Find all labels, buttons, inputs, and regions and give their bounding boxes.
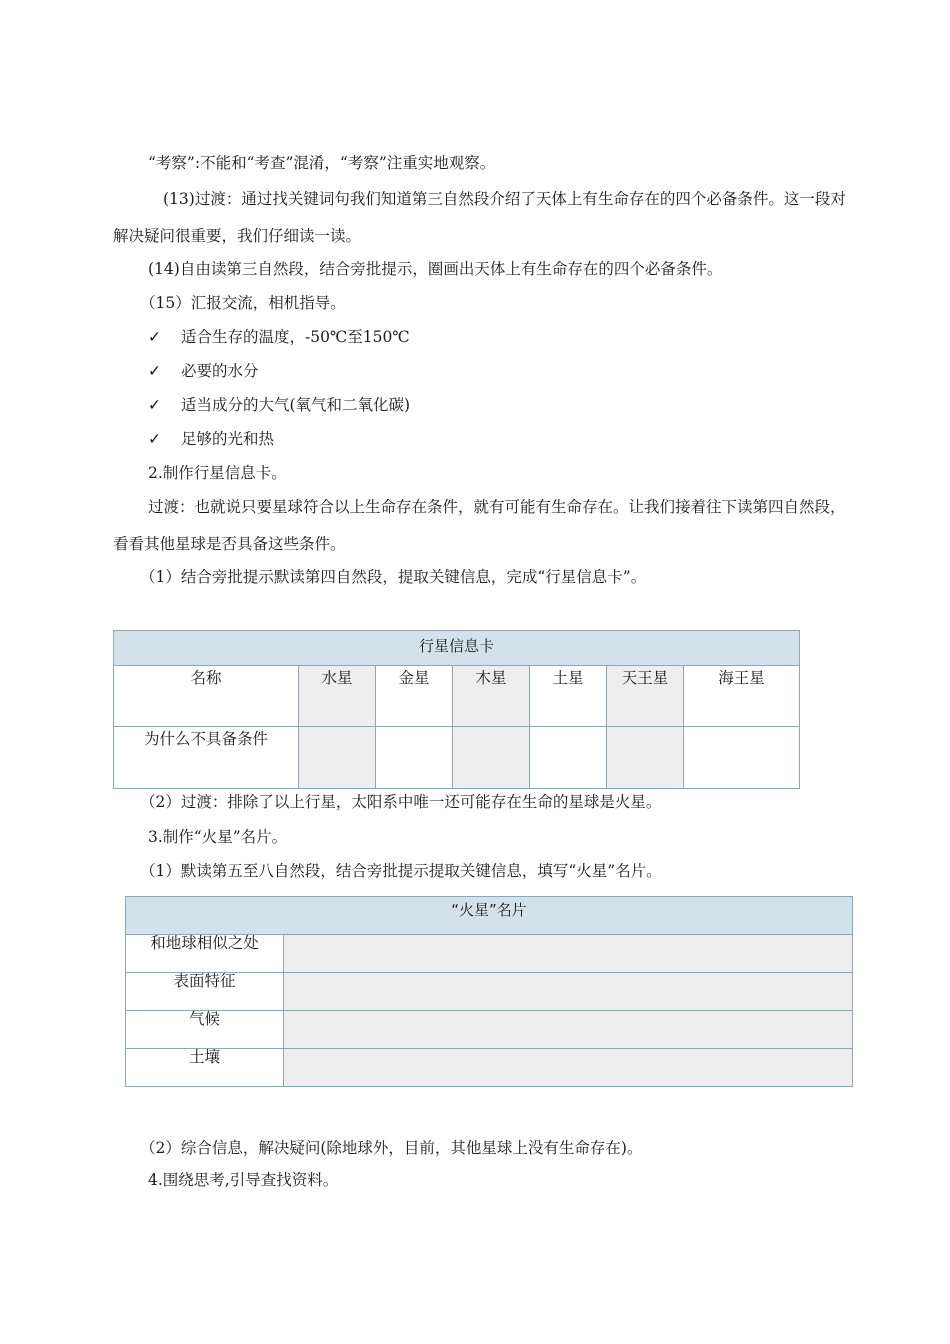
- mars-card-table: [125, 896, 853, 1087]
- checkmark-icon: ✓: [148, 362, 161, 380]
- paragraph-mars-step-2: （2）综合信息，解决疑问(除地球外，目前，其他星球上没有生命存在)。: [140, 1139, 643, 1157]
- checkmark-icon: ✓: [148, 430, 161, 448]
- checkmark-icon: ✓: [148, 396, 161, 414]
- reason-label: 为什么不具备条件: [114, 727, 299, 789]
- mars-row-value[interactable]: [284, 1011, 853, 1049]
- section-heading-4: 4.围绕思考,引导查找资料。: [148, 1171, 339, 1189]
- checklist-item-label: 适合生存的温度，-50℃至150℃: [181, 328, 410, 346]
- reason-cell[interactable]: [299, 727, 376, 789]
- paragraph-13: (13)过渡：通过找关键词句我们知道第三自然段介绍了天体上有生命存在的四个必备条件。这一段对解决疑问很重要，我们仔细读一读。: [113, 190, 846, 245]
- planet-name-cell: 土星: [530, 666, 607, 727]
- paragraph-15: （15）汇报交流，相机指导。: [140, 294, 346, 312]
- mars-row-label: 土壤: [126, 1049, 284, 1087]
- planet-name-cell: 木星: [453, 666, 530, 727]
- section-heading-3: 3.制作“火星”名片。: [148, 828, 288, 846]
- reason-cell[interactable]: [376, 727, 453, 789]
- reason-cell[interactable]: [684, 727, 800, 789]
- checkmark-icon: ✓: [148, 328, 161, 346]
- reason-cell[interactable]: [453, 727, 530, 789]
- checklist-item-label: 适当成分的大气(氧气和二氧化碳): [181, 396, 411, 414]
- planet-name-cell: 水星: [299, 666, 376, 727]
- name-label: 名称: [114, 666, 299, 727]
- checklist-item: [148, 320, 410, 354]
- planet-card-title: 行星信息卡: [114, 631, 800, 666]
- planet-info-card-table: [113, 630, 800, 789]
- paragraph-transition: 过渡：也就说只要星球符合以上生命存在条件，就有可能有生命存在。让我们接着往下读第四自然段，看看其他星球是否具备这些条件。: [113, 498, 846, 553]
- mars-row-label: 表面特征: [126, 973, 284, 1011]
- reason-cell[interactable]: [530, 727, 607, 789]
- paragraph-step-2: （2）过渡：排除了以上行星，太阳系中唯一还可能存在生命的星球是火星。: [140, 793, 662, 811]
- checklist-item-label: 足够的光和热: [181, 430, 275, 448]
- paragraph-step-1: （1）结合旁批提示默读第四自然段，提取关键信息，完成“行星信息卡”。: [140, 568, 647, 586]
- mars-row-value[interactable]: [284, 1049, 853, 1087]
- reason-cell[interactable]: [607, 727, 684, 789]
- mars-row-value[interactable]: [284, 935, 853, 973]
- planet-name-cell: 天王星: [607, 666, 684, 727]
- checklist-item: [148, 354, 259, 388]
- section-heading-2: 2.制作行星信息卡。: [148, 464, 287, 482]
- checklist-item-label: 必要的水分: [181, 362, 259, 380]
- planet-name-cell: 海王星: [684, 666, 800, 727]
- paragraph-note: “考察”:不能和“考查”混淆，“考察”注重实地观察。: [148, 154, 496, 172]
- mars-card-title: “火星”名片: [126, 897, 853, 935]
- mars-row-label: 和地球相似之处: [126, 935, 284, 973]
- checklist-item: [148, 422, 274, 456]
- mars-row-value[interactable]: [284, 973, 853, 1011]
- mars-row-label: 气候: [126, 1011, 284, 1049]
- checklist-item: [148, 388, 410, 422]
- planet-name-cell: 金星: [376, 666, 453, 727]
- paragraph-14: (14)自由读第三自然段，结合旁批提示，圈画出天体上有生命存在的四个必备条件。: [148, 260, 723, 278]
- paragraph-mars-step-1: （1）默读第五至八自然段，结合旁批提示提取关键信息，填写“火星”名片。: [140, 862, 662, 880]
